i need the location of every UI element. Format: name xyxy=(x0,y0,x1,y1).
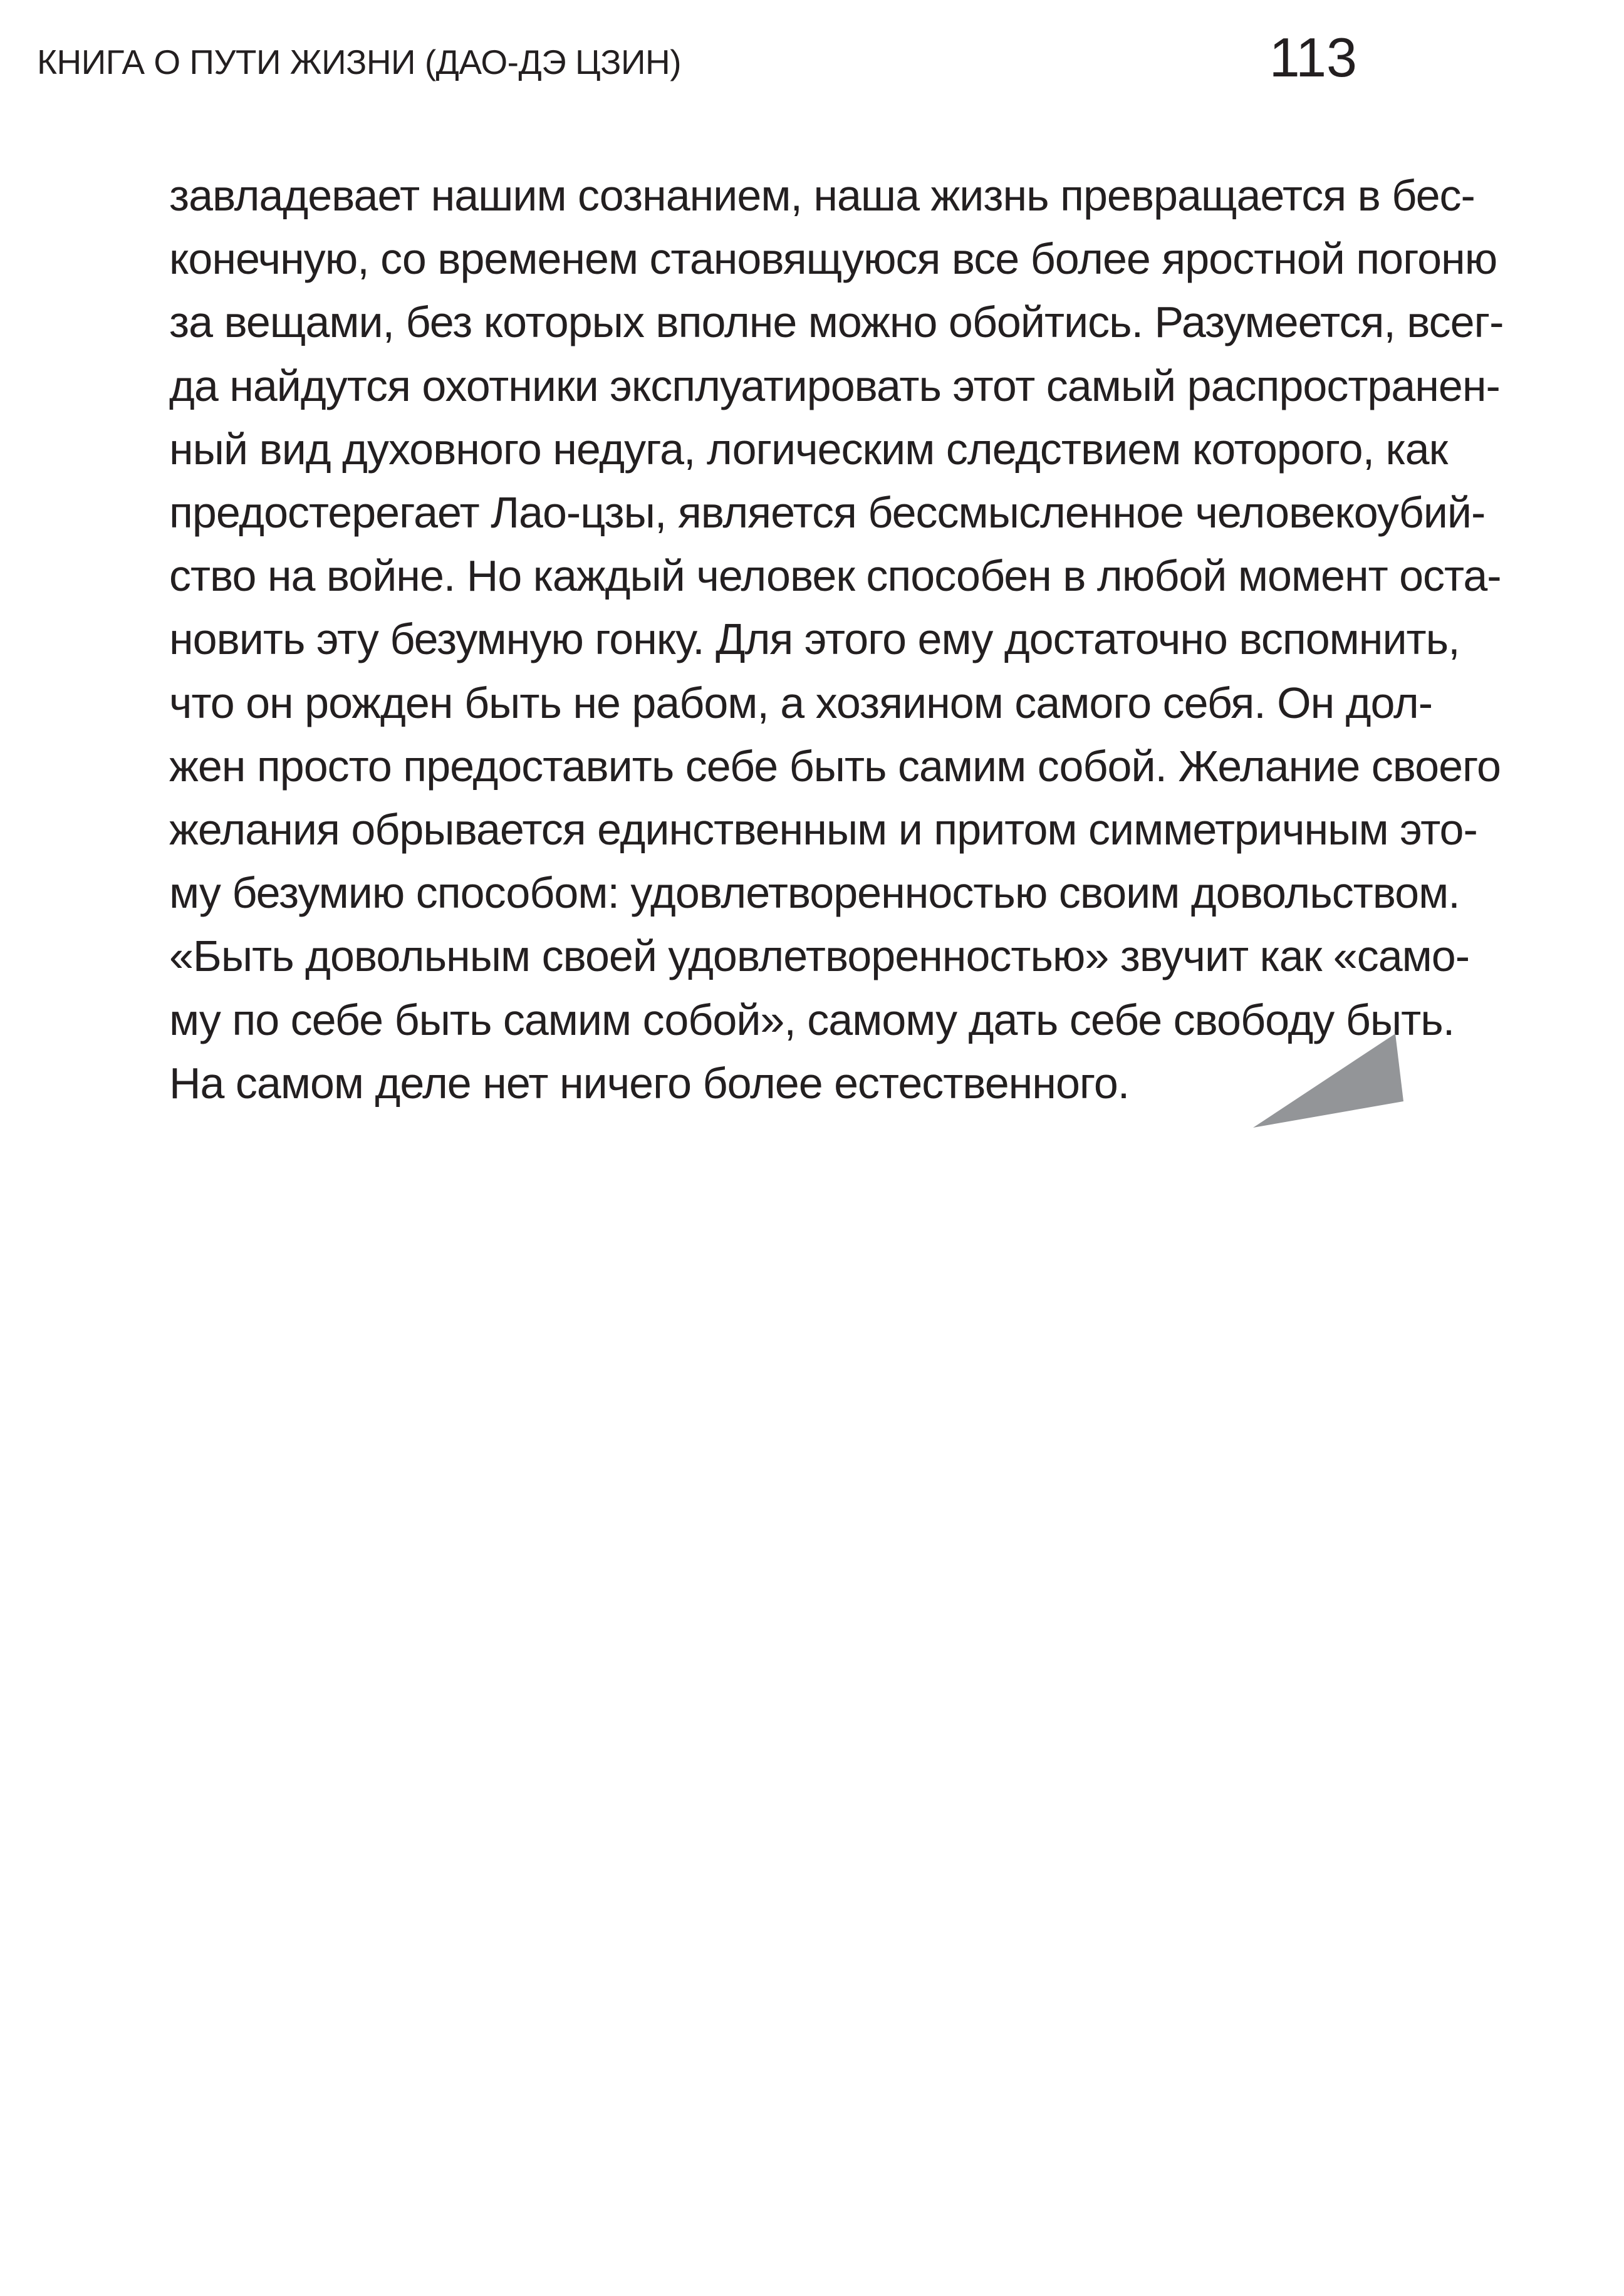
text-line: новить эту безумную гонку. Для этого ему достаточно вспомнить, xyxy=(169,615,1460,664)
text-line: жен просто предоставить себе быть самим собой. Желание своего xyxy=(169,741,1501,791)
text-line: му по себе быть самим собой», самому дать себе свободу быть. xyxy=(169,995,1455,1044)
text-line: ство на войне. Но каждый человек способен в любой момент оста- xyxy=(169,551,1501,601)
text-line: да найдутся охотники эксплуатировать этот самый распространен- xyxy=(169,361,1500,410)
body-paragraph xyxy=(169,164,1504,1115)
page-turn-arrow-icon xyxy=(1253,1034,1403,1128)
running-header: КНИГА О ПУТИ ЖИЗНИ (ДАО-ДЭ ЦЗИН) xyxy=(37,43,682,81)
text-line: конечную, со временем становящуюся все более яростной погоню xyxy=(169,234,1497,284)
page-turn-arrow-shape xyxy=(1253,1034,1403,1128)
text-line: ный вид духовного недуга, логическим следствием которого, как xyxy=(169,424,1448,474)
text-line: за вещами, без которых вполне можно обойтись. Разумеется, всег- xyxy=(169,298,1504,347)
text-line: му безумию способом: удовлетворенностью своим довольством. xyxy=(169,868,1460,918)
text-line: что он рожден быть не рабом, а хозяином самого себя. Он дол- xyxy=(169,678,1433,727)
text-line: завладевает нашим сознанием, наша жизнь превращается в бес- xyxy=(169,171,1475,220)
text-line: предостерегает Лао-цзы, является бессмысленное человекоубий- xyxy=(169,488,1486,538)
text-line: «Быть довольным своей удовлетворенностью» звучит как «само- xyxy=(169,932,1470,981)
text-line: желания обрывается единственным и притом симметричным это- xyxy=(169,805,1477,855)
page-number: 113 xyxy=(1269,26,1357,88)
text-line: На самом деле нет ничего более естественного. xyxy=(169,1058,1130,1108)
